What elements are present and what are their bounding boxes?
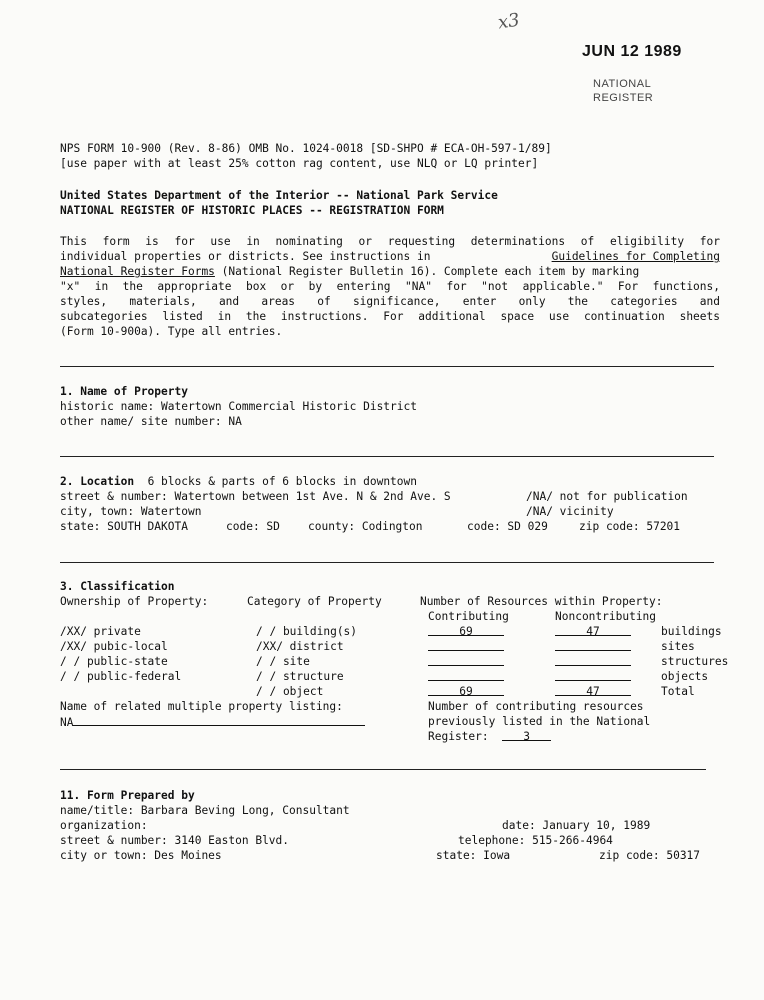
section-2-heading: 2. Location [60, 475, 135, 488]
guidelines-link-part2[interactable]: National Register Forms [60, 265, 215, 278]
instructions-line-4: "x" in the appropriate box or by entering "NA" for "not applicable." For functions, [60, 280, 720, 293]
stamp-register: REGISTER [593, 92, 654, 104]
divider [60, 562, 714, 563]
noncontributing-sites-field[interactable] [555, 639, 631, 651]
previously-listed-count-field[interactable]: 3 [502, 729, 551, 741]
resource-label-objects: objects [661, 670, 709, 683]
preparer-name-field: name/title: Barbara Beving Long, Consultant [60, 804, 350, 817]
instructions-line-5: styles, materials, and areas of significance, enter only the categories and [60, 295, 720, 308]
noncontributing-total-field[interactable]: 47 [555, 684, 631, 696]
preparer-state-field: state: Iowa [436, 849, 511, 862]
guidelines-link-part1[interactable]: Guidelines for Completing [551, 250, 720, 263]
resource-label-total: Total [661, 685, 695, 698]
instructions-line-3-text: (National Register Bulletin 16). Complete each item by marking [214, 265, 640, 278]
received-date-stamp: JUN 12 1989 [582, 43, 682, 60]
resources-column-heading: Number of Resources within Property: [420, 595, 663, 608]
state-field: state: SOUTH DAKOTA [60, 520, 188, 533]
other-name-field: other name/ site number: NA [60, 415, 242, 428]
preparer-street-field: street & number: 3140 Easton Blvd. [60, 834, 290, 847]
noncontributing-buildings-field[interactable]: 47 [555, 624, 631, 636]
noncontributing-heading: Noncontributing [555, 610, 657, 623]
divider [60, 769, 706, 770]
street-number-field: street & number: Watertown between 1st Ave. N & 2nd Ave. S [60, 490, 451, 503]
contributing-heading: Contributing [428, 610, 509, 623]
resource-row-sites [428, 639, 631, 655]
city-town-field: city, town: Watertown [60, 505, 202, 518]
noncontributing-structures-field[interactable] [555, 654, 631, 666]
section-1-heading: 1. Name of Property [60, 385, 188, 398]
state-code-field: code: SD [226, 520, 280, 533]
contributing-total-field[interactable]: 69 [428, 684, 504, 696]
section-11-heading: 11. Form Prepared by [60, 789, 195, 802]
contributing-structures-field[interactable] [428, 654, 504, 666]
related-listing-label: Name of related multiple property listing: [60, 700, 343, 713]
related-listing-value: NA [60, 716, 74, 729]
handwritten-mark: x3 [496, 9, 521, 34]
resource-row-structures [428, 654, 631, 670]
form-number-line: NPS FORM 10-900 (Rev. 8-86) OMB No. 1024-0018 [SD-SHPO # ECA-OH-597-1/89] [60, 142, 552, 155]
instructions-line-2-text: individual properties or districts. See instructions in [60, 250, 431, 263]
organization-field: organization: [60, 819, 148, 832]
resource-label-sites: sites [661, 640, 695, 653]
contributing-buildings-field[interactable]: 69 [428, 624, 504, 636]
ownership-column-heading: Ownership of Property: [60, 595, 209, 608]
resource-row-buildings [428, 624, 631, 639]
category-column-heading: Category of Property [247, 595, 382, 608]
related-listing-blank[interactable] [73, 714, 365, 726]
zip-code-field: zip code: 57201 [579, 520, 681, 533]
resource-label-structures: structures [661, 655, 729, 668]
prepared-date-field: date: January 10, 1989 [502, 819, 651, 832]
county-field: county: Codington [308, 520, 423, 533]
related-listing-row [60, 714, 365, 730]
preparer-city-field: city or town: Des Moines [60, 849, 222, 862]
instructions-line-1: This form is for use in nominating or requesting determinations of eligibility for [60, 235, 720, 248]
ownership-public-federal-checkbox[interactable]: / / public-federal [60, 670, 182, 683]
resource-row-total [428, 684, 631, 699]
historic-name-field: historic name: Watertown Commercial Historic District [60, 400, 417, 413]
divider [60, 456, 714, 457]
instructions-line-2 [60, 249, 720, 264]
section-3-heading: 3. Classification [60, 580, 175, 593]
category-structure-checkbox[interactable]: / / structure [256, 670, 344, 683]
form-title: NATIONAL REGISTER OF HISTORIC PLACES -- REGISTRATION FORM [60, 204, 444, 217]
contributing-sites-field[interactable] [428, 639, 504, 651]
category-buildings-checkbox[interactable]: / / building(s) [256, 625, 358, 638]
county-code-field: code: SD 029 [467, 520, 548, 533]
paper-instruction-line: [use paper with at least 25% cotton rag content, use NLQ or LQ printer] [60, 157, 539, 170]
section-2-heading-line [60, 474, 417, 489]
department-line: United States Department of the Interior -- National Park Service [60, 189, 498, 202]
previously-listed-line-1: Number of contributing resources [428, 700, 644, 713]
divider [60, 366, 714, 367]
resource-row-objects [428, 669, 631, 685]
not-for-publication-checkbox[interactable]: /NA/ not for publication [526, 490, 688, 503]
vicinity-checkbox[interactable]: /NA/ vicinity [526, 505, 614, 518]
previously-listed-label: Register: [428, 730, 489, 743]
instructions-line-6: subcategories listed in the instructions. For additional space use continuation sheets [60, 310, 720, 323]
ownership-public-local-checkbox[interactable]: /XX/ pubic-local [60, 640, 168, 653]
stamp-national: NATIONAL [593, 78, 652, 90]
preparer-zip-field: zip code: 50317 [599, 849, 701, 862]
ownership-private-checkbox[interactable]: /XX/ private [60, 625, 141, 638]
instructions-line-7: (Form 10-900a). Type all entries. [60, 325, 283, 338]
ownership-public-state-checkbox[interactable]: / / public-state [60, 655, 168, 668]
resource-label-buildings: buildings [661, 625, 722, 638]
previously-listed-line-3 [428, 729, 551, 744]
category-district-checkbox[interactable]: /XX/ district [256, 640, 344, 653]
previously-listed-line-2: previously listed in the National [428, 715, 651, 728]
contributing-objects-field[interactable] [428, 669, 504, 681]
location-description: 6 blocks & parts of 6 blocks in downtown [147, 475, 417, 488]
category-object-checkbox[interactable]: / / object [256, 685, 324, 698]
noncontributing-objects-field[interactable] [555, 669, 631, 681]
instructions-line-3 [60, 264, 639, 279]
category-site-checkbox[interactable]: / / site [256, 655, 310, 668]
telephone-field: telephone: 515-266-4964 [458, 834, 613, 847]
